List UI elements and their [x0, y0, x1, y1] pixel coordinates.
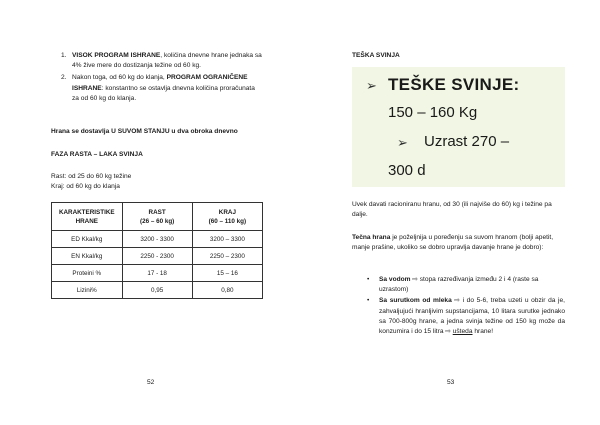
table-cell: ED Kkal/kg [52, 231, 123, 248]
page-title: TEŠKA SVINJA [352, 52, 400, 59]
list-item [51, 73, 263, 104]
list-item-bold: VISOK PROGRAM ISHRANE [72, 52, 161, 59]
right-arrow-icon: ⇨ [451, 297, 463, 305]
arrow-bullet-icon: ➢ [366, 78, 377, 93]
right-arrow-icon: ⇨ [445, 328, 453, 336]
list-item-text: stopa razređivanja između 2 i 4 (raste sa uzrastom) [379, 276, 539, 294]
highlight-heading: TEŠKE SVINJE: [388, 75, 520, 94]
table-row [52, 282, 263, 299]
bullet-dot-icon: • [367, 297, 370, 305]
feeding-program-list [51, 51, 263, 106]
list-item [51, 51, 263, 71]
table-header: RAST (26 – 60 kg) [122, 203, 192, 231]
list-item-text: hrane! [472, 328, 494, 336]
table-cell: 15 – 16 [192, 265, 262, 282]
table-row [52, 231, 263, 248]
section-heading: FAZA RASTA – LAKA SVINJA [51, 151, 143, 158]
heavy-pig-highlight-box [352, 67, 565, 187]
list-number: 2. [61, 74, 67, 82]
table-row [52, 248, 263, 265]
list-item-text: , količina dnevne hrane jednaka sa 4% žive mere do dostizanja težine od 60 kg. [72, 52, 262, 70]
table-cell: 0,80 [192, 282, 262, 299]
table-row [52, 265, 263, 282]
list-item [367, 275, 565, 295]
list-item-text: Nakon toga, od 60 kg do klanja, [72, 74, 167, 82]
list-item-text: i do 5-6, treba uzeti u obzir da je, zahvaljujući hranljivim supstancijama, 10 litara surutke jednako sa 700-800g hrane, a jedna svinja težine od 150 kg može da konzumira i do 15 litra [379, 297, 565, 336]
page-number: 53 [447, 379, 455, 386]
table-cell: 3200 – 3300 [192, 231, 262, 248]
table-header-row [52, 203, 263, 231]
arrow-bullet-icon: ➢ [397, 135, 408, 150]
list-item [367, 296, 565, 337]
highlight-weight: 150 – 160 Kg [388, 104, 478, 121]
table-cell: 3200 - 3300 [122, 231, 192, 248]
list-number: 1. [61, 52, 67, 59]
right-arrow-icon: ⇨ [410, 276, 420, 283]
bullet-dot-icon: • [367, 276, 370, 283]
table-header: KRAJ (60 – 110 kg) [192, 203, 262, 231]
table-cell: Proteini % [52, 265, 123, 282]
list-item-bold: Sa surutkom od mleka [379, 297, 452, 305]
highlight-age: Uzrast 270 – [424, 133, 510, 150]
table-cell: 2250 - 2300 [122, 248, 192, 265]
ration-paragraph: Uvek davati racioniranu hranu, od 30 (ili najviše do 60) kg i težine pa dalje. [352, 201, 552, 219]
liquid-feed-paragraph [352, 233, 565, 253]
nutrition-table [51, 202, 263, 299]
table-cell: EN Kkal/kg [52, 248, 123, 265]
table-cell: 0,95 [122, 282, 192, 299]
list-item-bold: Sa vodom [379, 276, 411, 283]
table-header: KARAKTERISTIKE HRANE [52, 203, 123, 231]
liquid-feed-bold: Tečna hrana [352, 234, 391, 241]
dilution-list [367, 275, 565, 338]
page-number: 52 [147, 379, 155, 386]
underlined-word: ušteda [452, 328, 473, 336]
list-item-text: : konstantno se ostavlja dnevna količina proračunata za od 60 kg do klanja. [72, 84, 255, 102]
right-page [300, 0, 600, 425]
highlight-age-cont: 300 d [388, 162, 426, 179]
feed-delivery-note: Hrana se dostavlja U SUVOM STANJU u dva obroka dnevno [51, 128, 238, 135]
growth-range: Rast: od 25 do 60 kg težine [51, 173, 132, 180]
liquid-feed-text: je poželjnija u poređenju sa suvom hranom (bolji apetit, manje prašine, ukoliko se dobro upravlja davanje hrane je dobro): [352, 234, 554, 252]
finish-range: Kraj: od 60 kg do klanja [51, 183, 120, 190]
table-cell: 17 - 18 [122, 265, 192, 282]
table-cell: Lizini% [52, 282, 123, 299]
table-cell: 2250 – 2300 [192, 248, 262, 265]
list-item-bold: PROGRAM OGRANIČENE ISHRANE [72, 74, 248, 92]
